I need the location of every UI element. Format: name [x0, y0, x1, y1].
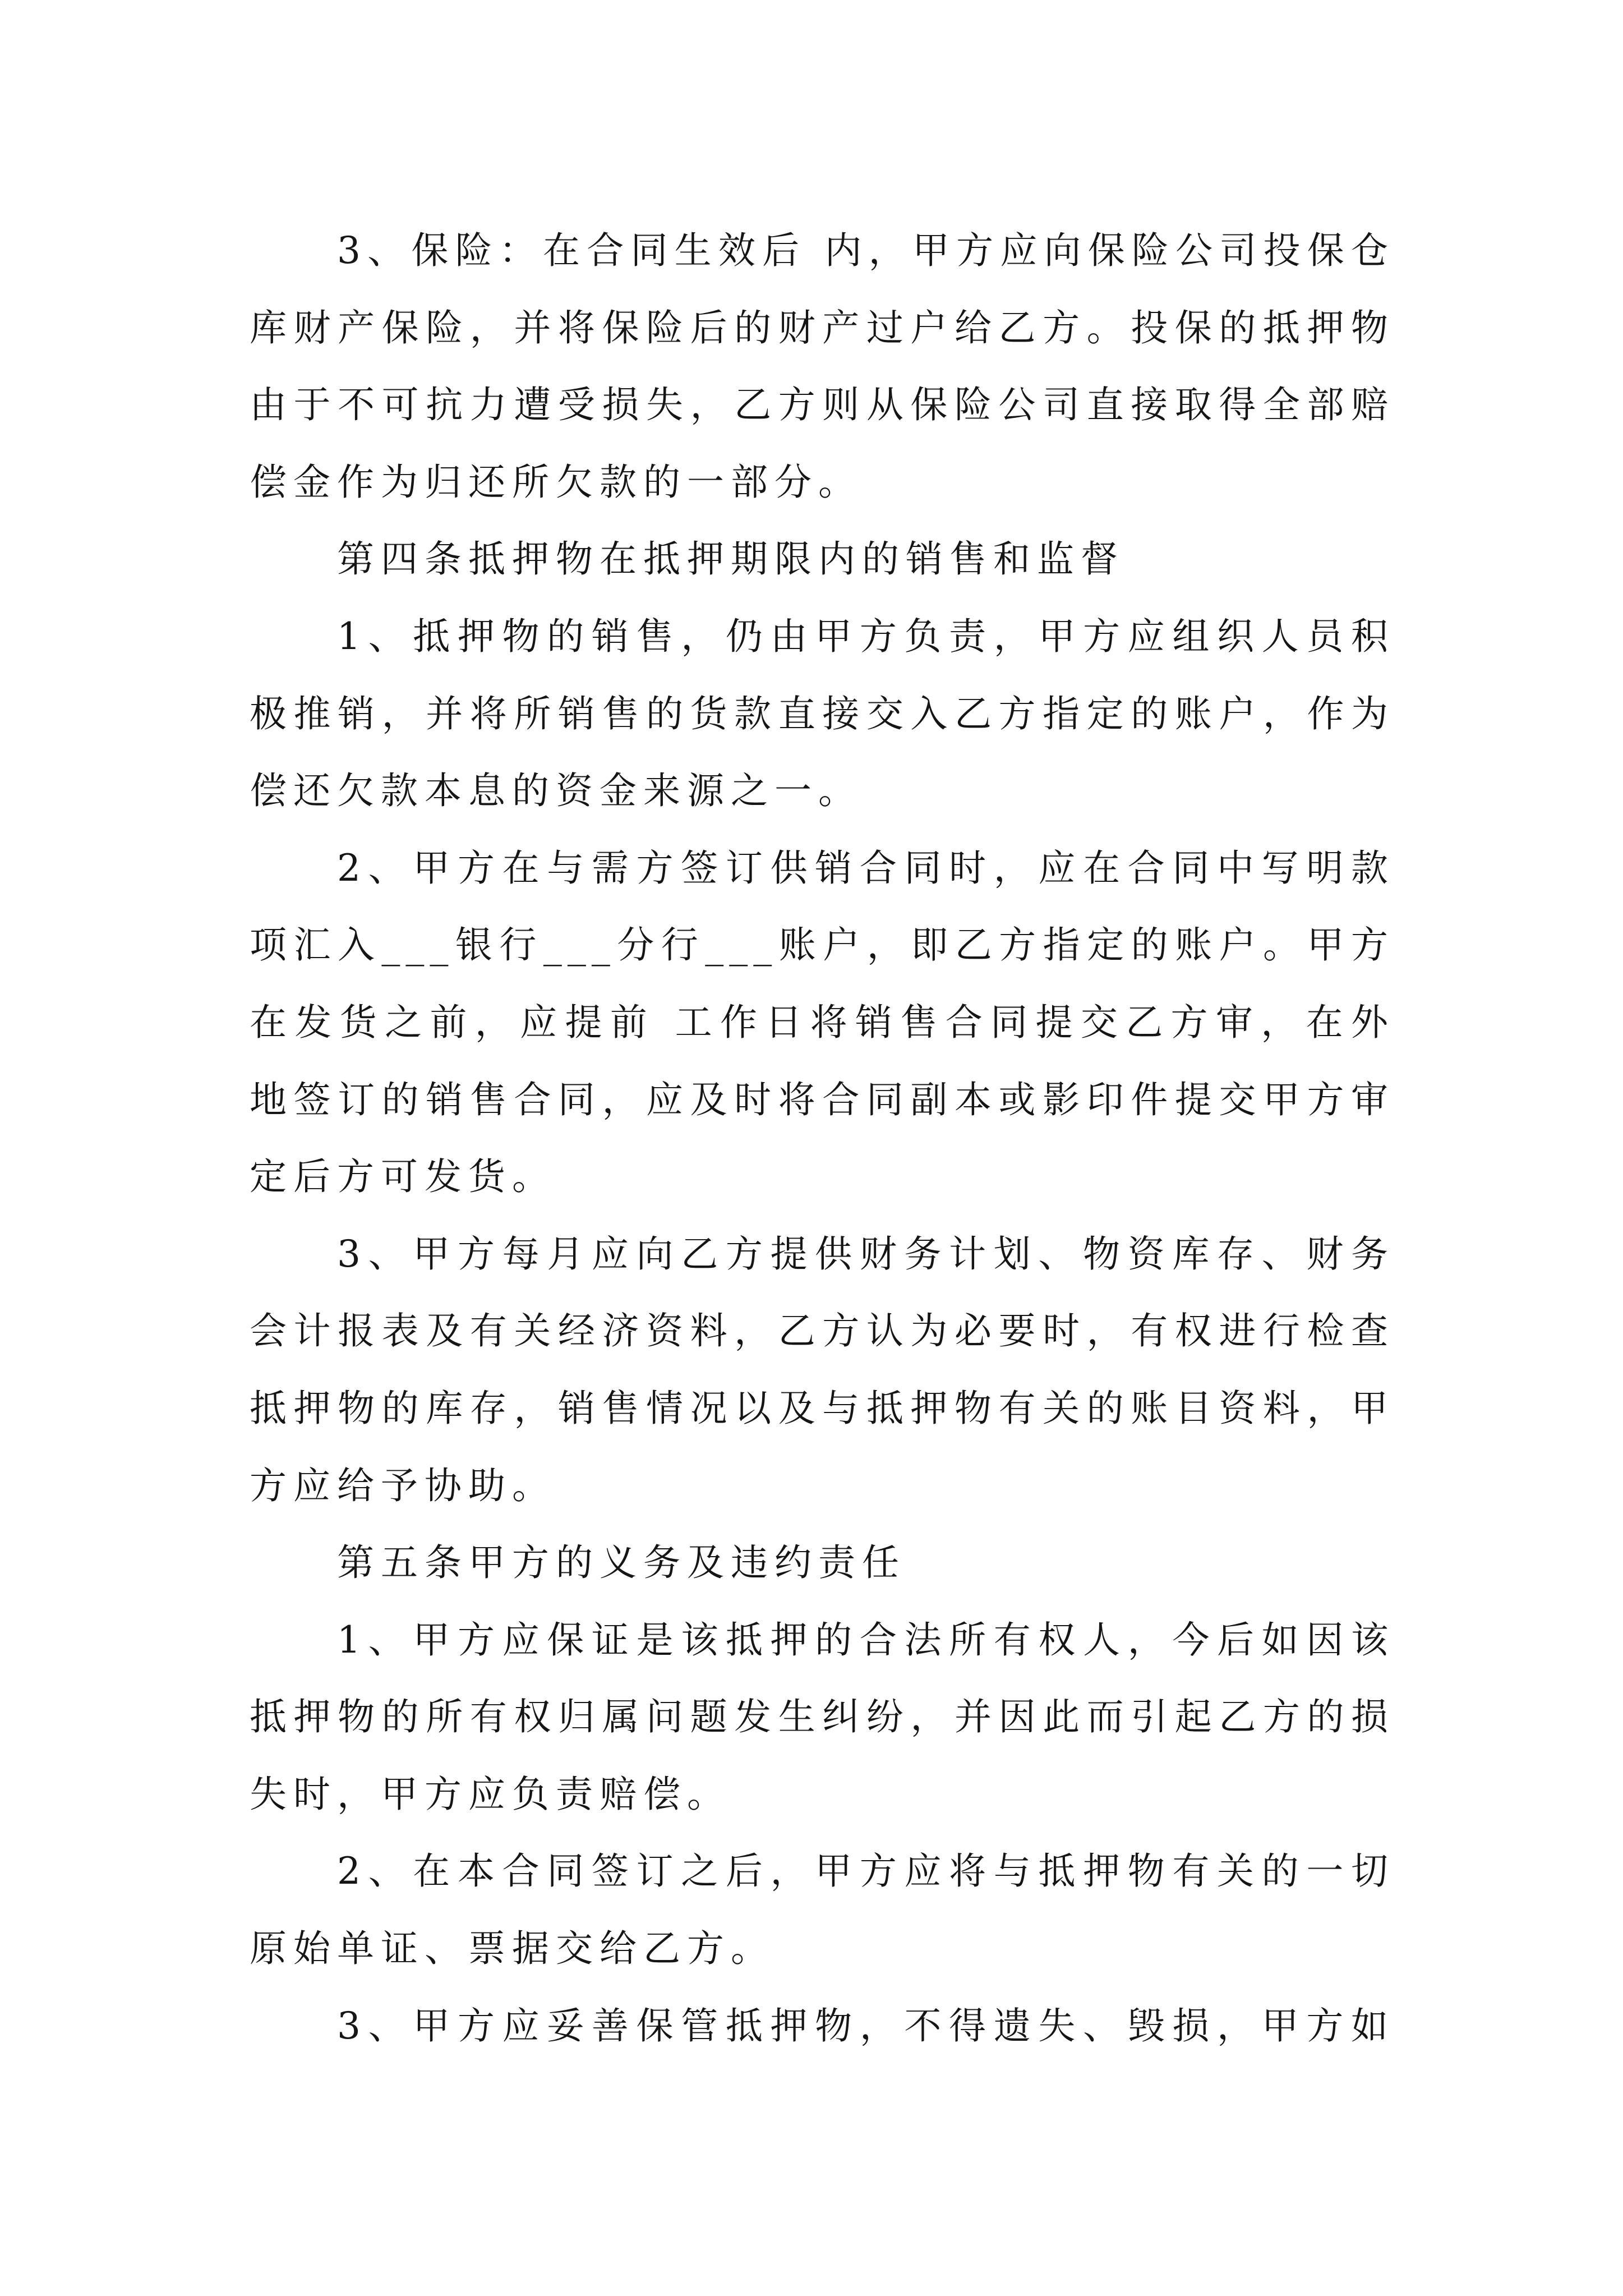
paragraph-monthly-report	[250, 1216, 1394, 1524]
paragraph-line: 极推销，并将所销售的货款直接交入乙方指定的账户，作为	[250, 692, 1394, 735]
paragraph-documents	[250, 1833, 1394, 1987]
section-heading-article-5	[250, 1524, 1394, 1602]
paragraph-ownership	[250, 1602, 1394, 1833]
paragraph-line: 由于不可抗力遭受损失，乙方则从保险公司直接取得全部赔	[250, 383, 1394, 427]
paragraph-line: 原始单证、票据交给乙方。	[250, 1927, 774, 1971]
paragraph-line: 地签订的销售合同，应及时将合同副本或影印件提交甲方审	[250, 1078, 1394, 1121]
paragraph-line: 1、抵押物的销售，仍由甲方负责，甲方应组织人员积	[337, 614, 1394, 658]
paragraph-insurance	[250, 212, 1394, 521]
paragraph-line: 3、甲方每月应向乙方提供财务计划、物资库存、财务	[337, 1232, 1394, 1276]
paragraph-line: 抵押物的库存，销售情况以及与抵押物有关的账目资料，甲	[250, 1386, 1394, 1430]
section-heading: 第五条甲方的义务及违约责任	[337, 1541, 906, 1585]
section-heading-article-4	[250, 521, 1394, 598]
document-body	[250, 212, 1394, 2064]
paragraph-supply-contract	[250, 830, 1394, 1216]
paragraph-line: 2、甲方在与需方签订供销合同时，应在合同中写明款	[337, 846, 1394, 890]
paragraph-line: 会计报表及有关经济资料，乙方认为必要时，有权进行检查	[250, 1309, 1394, 1353]
paragraph-line: 失时，甲方应负责赔偿。	[250, 1772, 731, 1816]
paragraph-line: 3、甲方应妥善保管抵押物，不得遗失、毁损，甲方如	[337, 2004, 1394, 2047]
paragraph-line: 在发货之前，应提前 工作日将销售合同提交乙方审，在外	[250, 1000, 1394, 1044]
paragraph-line: 抵押物的所有权归属问题发生纠纷，并因此而引起乙方的损	[250, 1695, 1394, 1739]
paragraph-sales	[250, 598, 1394, 830]
paragraph-line: 定后方可发货。	[250, 1155, 556, 1199]
paragraph-safekeeping	[250, 1987, 1394, 2065]
paragraph-line: 1、甲方应保证是该抵押的合法所有权人，今后如因该	[337, 1618, 1394, 1662]
paragraph-line: 方应给予协助。	[250, 1464, 556, 1507]
paragraph-line: 2、在本合同签订之后，甲方应将与抵押物有关的一切	[337, 1849, 1394, 1893]
section-heading: 第四条抵押物在抵押期限内的销售和监督	[337, 537, 1124, 581]
paragraph-line: 3、保险：在合同生效后 内，甲方应向保险公司投保仓	[337, 229, 1394, 272]
paragraph-line: 项汇入___银行___分行___账户，即乙方指定的账户。甲方	[250, 923, 1394, 967]
paragraph-line: 偿还欠款本息的资金来源之一。	[250, 769, 862, 813]
paragraph-line: 库财产保险，并将保险后的财产过户给乙方。投保的抵押物	[250, 306, 1394, 349]
paragraph-line: 偿金作为归还所欠款的一部分。	[250, 460, 862, 504]
